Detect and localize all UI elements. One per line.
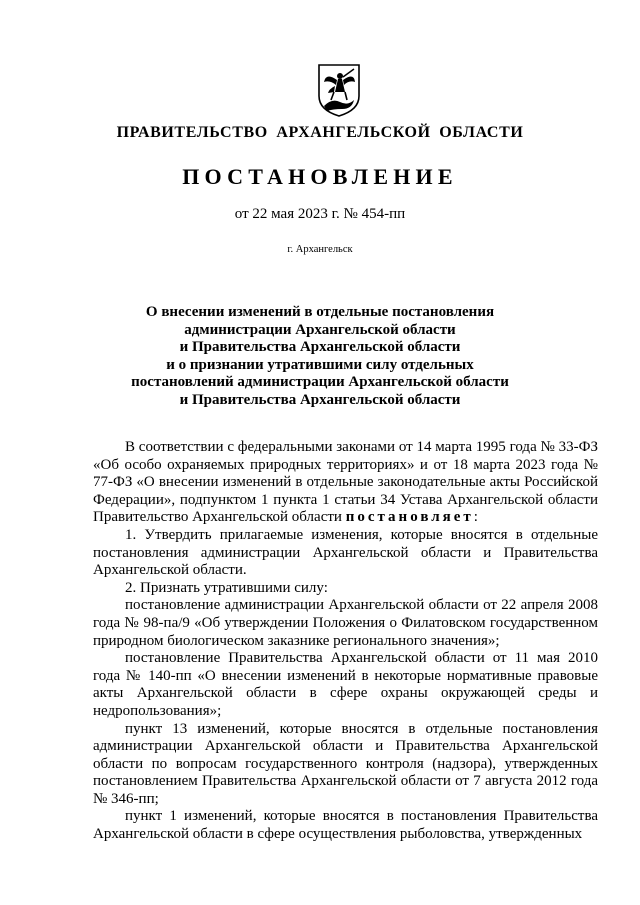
decree-colon: : [473, 509, 478, 526]
title-line: и Правительства Архангельской области [179, 339, 461, 356]
body-paragraph: пункт 13 изменений, которые вносятся в отдельные постановления администрации Архангельской области и Правительства Архангельской области по вопросам государственного контроля (надзора), утвержденных постановлением Правительства Архангельской области от 7 августа 2012 года № 346-пп; [93, 720, 598, 807]
body-paragraph: постановление администрации Архангельской области от 22 апреля 2008 года № 98-па/9 «Об утверждении Положения о Филатовском государственном природном биологическом заказнике регионального значения»; [93, 597, 598, 649]
title-line: и Правительства Архангельской области [179, 391, 461, 408]
body-paragraph: пункт 1 изменений, которые вносятся в постановления Правительства Архангельской области в сфере осуществления рыболовства, утвержденных [93, 808, 598, 843]
document-type: ПОСТАНОВЛЕНИЕ [182, 164, 458, 189]
title-line: администрации Архангельской области [184, 321, 456, 338]
government-name: ПРАВИТЕЛЬСТВО АРХАНГЕЛЬСКОЙ ОБЛАСТИ [116, 124, 524, 141]
document-city: г. Архангельск [287, 244, 353, 255]
document-body [93, 439, 598, 844]
preamble-paragraph [93, 439, 598, 527]
body-paragraph: 2. Признать утратившими силу: [125, 579, 328, 596]
coat-of-arms-icon [316, 62, 362, 118]
body-paragraph: 1. Утвердить прилагаемые изменения, которые вносятся в отдельные постановления администрации Архангельской области и Правительства Архангельской области. [93, 526, 598, 579]
document-title [100, 304, 540, 410]
preamble-text: В соответствии с федеральными законами от 14 марта 1995 года № 33-ФЗ «Об особо охраняемых природных территориях» и от 18 марта 2023 года № 77-ФЗ «О внесении изменений в отдельные законодательные акты Российской Федерации», подпунктом 1 пункта 1 статьи 34 Устава Архангельской области Правительство Архангельской области [93, 439, 598, 526]
title-line: постановлений администрации Архангельской области [131, 374, 509, 391]
decree-word: постановляет [345, 509, 474, 526]
title-line: О внесении изменений в отдельные постановления [145, 304, 495, 320]
title-line: и о признании утратившими силу отдельных [166, 356, 474, 373]
body-paragraph: постановление Правительства Архангельской области от 11 мая 2010 года № 140-пп «О внесении изменений в некоторые нормативные правовые акты Архангельской области в сфере охраны окружающей среды и недропользования»; [93, 650, 598, 719]
document-date-number: от 22 мая 2023 г. № 454-пп [234, 206, 406, 222]
